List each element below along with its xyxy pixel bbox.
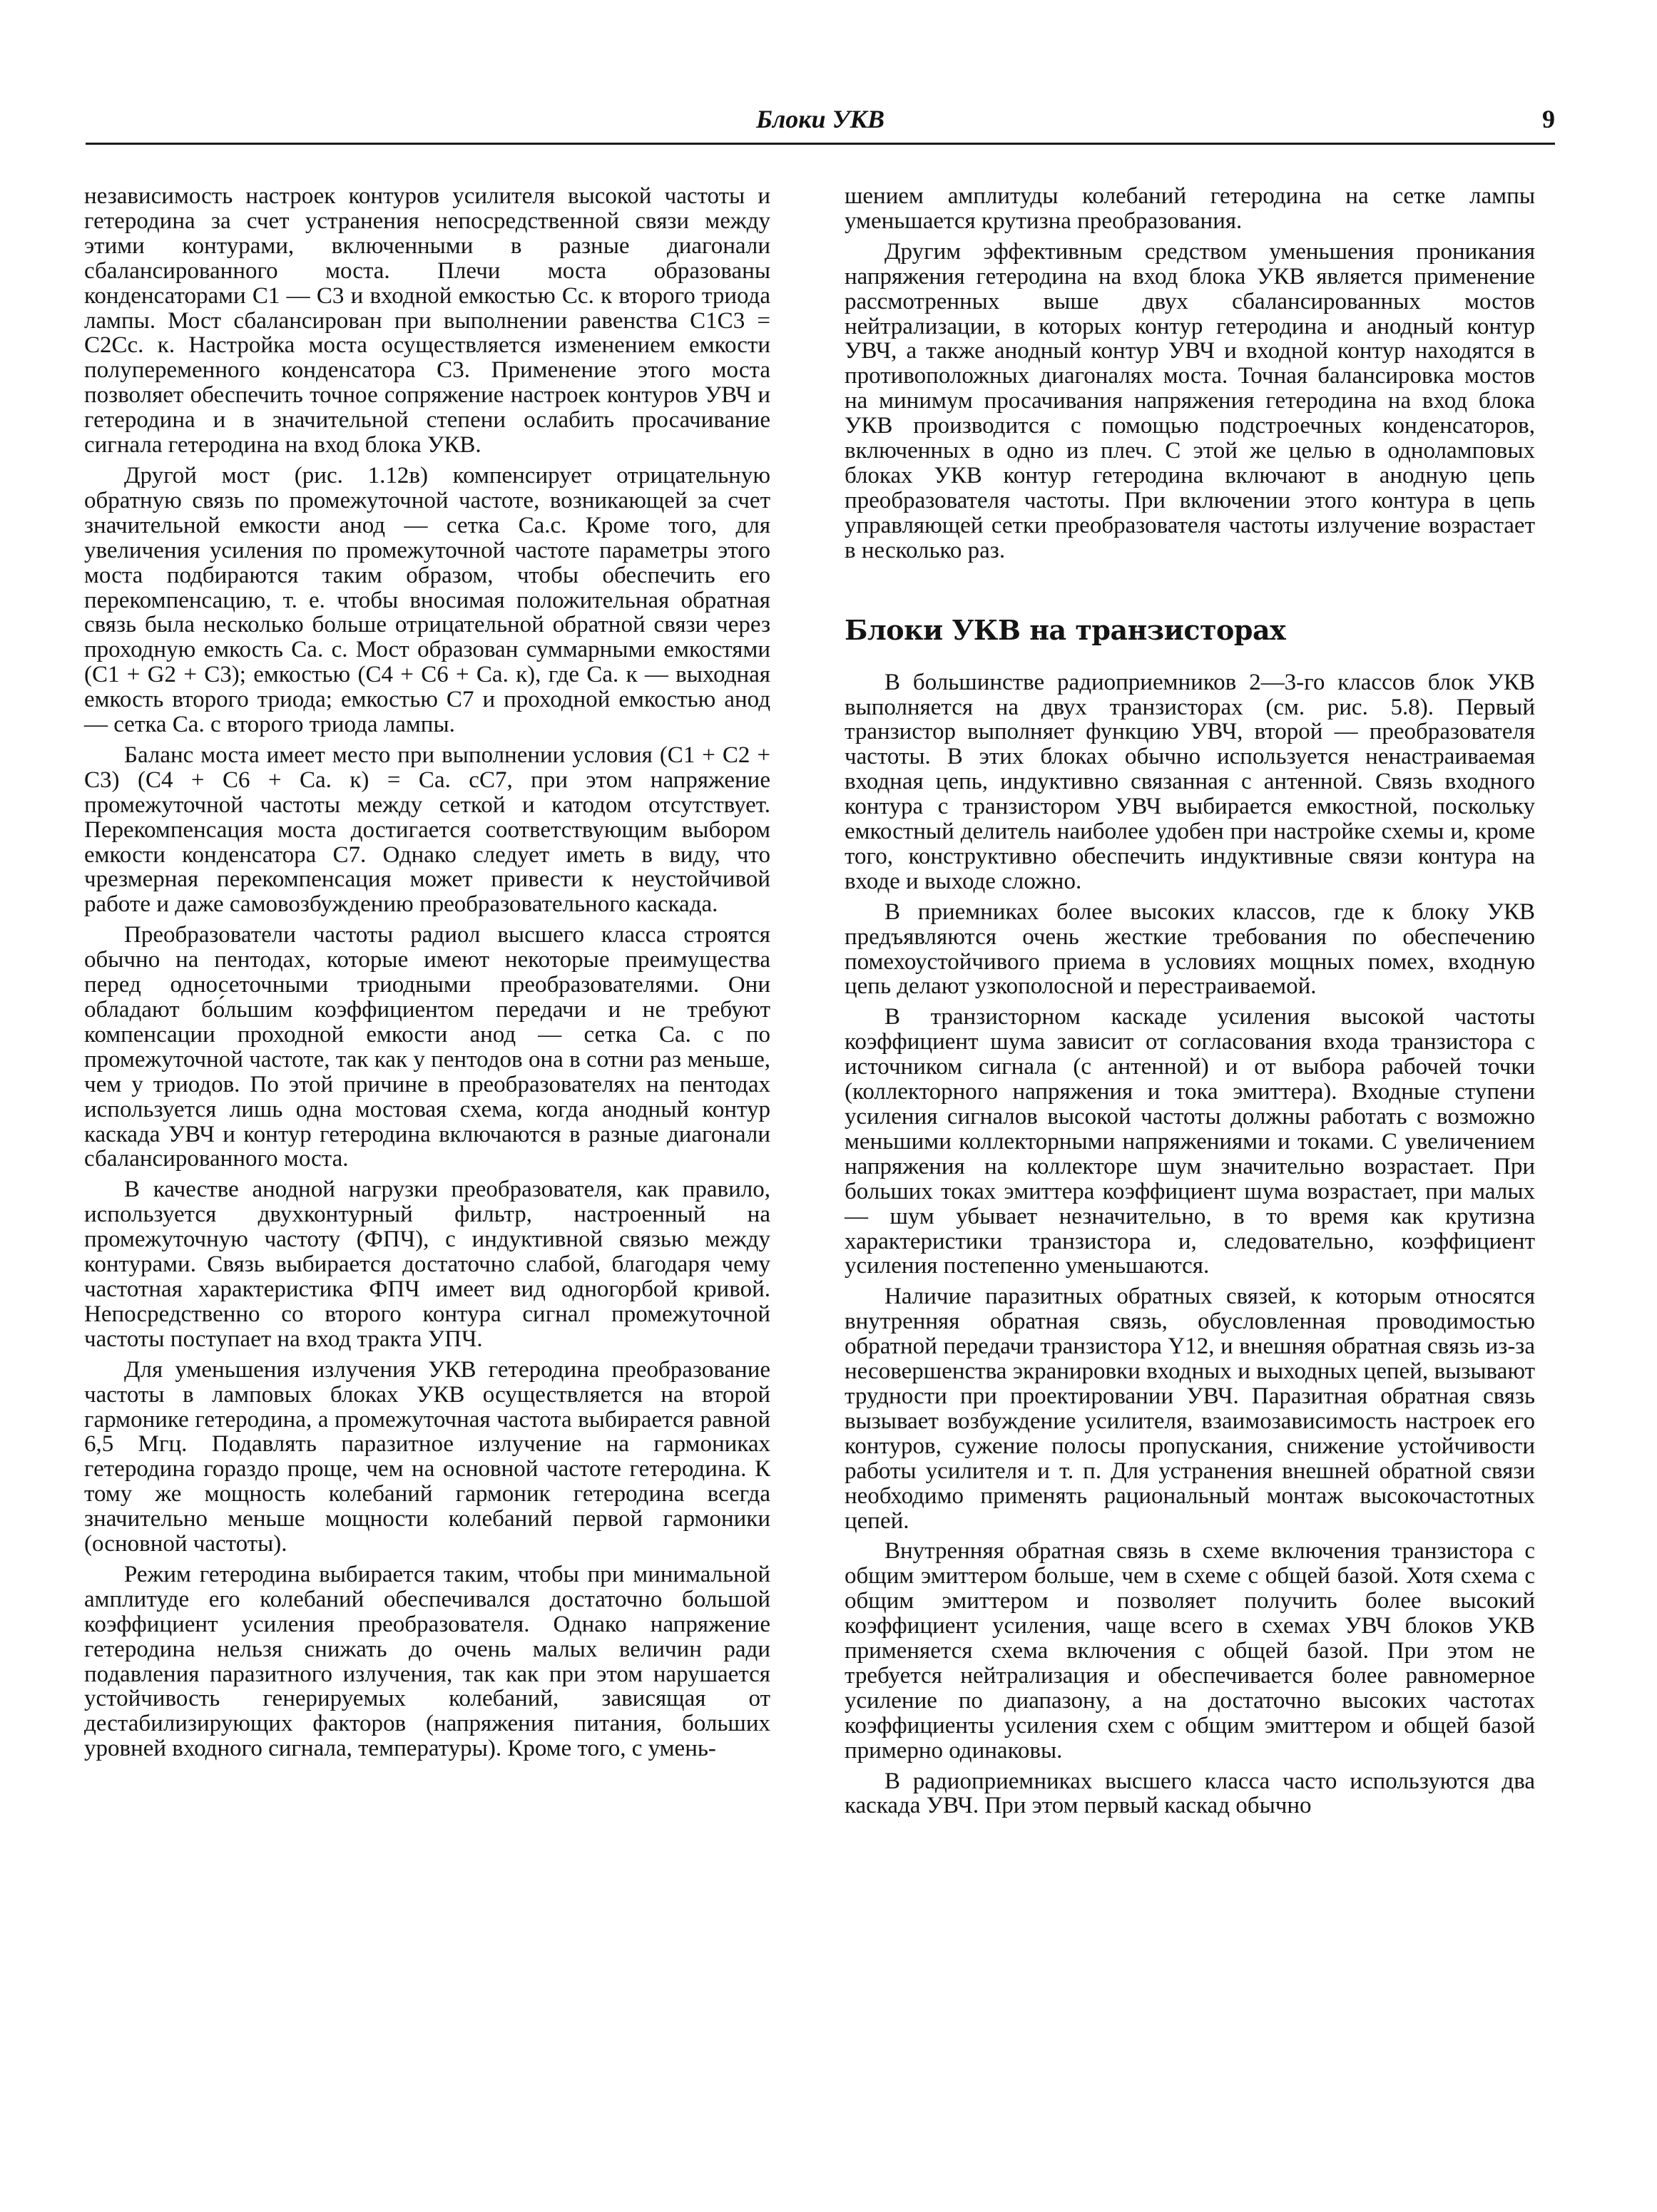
paragraph: Другой мост (рис. 1.12в) компенсирует отрицательную обратную связь по промежуточной частоте, возникающей за счет значительной емкости анод — сетка Cа.с. Кроме того, для увеличения усиления по промежуточной частоте параметры этого моста подбираются таким образом, чтобы обеспечить его перекомпенсацию, т. е. чтобы вносимая положительная обратная связь была несколько больше отрицательной обратной связи через проходную емкость Cа. с. Мост образован суммарными емкостями (C1 + G2 + C3); емкостью (C4 + C6 + Cа. к), где Cа. к — выходная емкость второго триода; емкостью C7 и проходной емкостью анод — сетка Cа. с второго триода лампы. [84,462,770,738]
page-header [86,100,1555,145]
paragraph: В качестве анодной нагрузки преобразователя, как правило, используется двухконтурный фильтр, настроенный на промежуточную частоту (ФПЧ), с индуктивной связью между контурами. Связь выбирается достаточно слабой, благодаря чему частотная характеристика ФПЧ имеет вид одногорбой кривой. Непосредственно со второго контура сигнал промежуточной частоты поступает на вход тракта УПЧ. [84,1177,770,1352]
section-heading: Блоки УКВ на транзисторах [845,613,1286,646]
paragraph: В большинстве радиоприемников 2—3-го классов блок УКВ выполняется на двух транзисторах (см. рис. 5.8). Первый транзистор выполняет функцию УВЧ, второй — преобразователя частоты. В этих блоках обычно используется ненастраиваемая входная цепь, индуктивно связанная с антенной. Связь входного контура с транзистором УВЧ выбирается емкостной, поскольку емкостный делитель наиболее удобен при настройке схемы и, кроме того, конструктивно обеспечить индуктивные связи контура на входе и выходе сложно. [845,669,1535,894]
paragraph: Наличие паразитных обратных связей, к которым относятся внутренняя обратная связь, обусловленная проводимостью обратной передачи транзистора Y12, и внешняя обратная связь из-за несовершенства экранировки входных и выходных цепей, вызывают трудности при проектировании УВЧ. Паразитная обратная связь вызывает возбуждение усилителя, взаимозависимость настроек его контуров, сужение полосы пропускания, снижение устойчивости работы усилителя и т. п. Для устранения внешней обратной связи необходимо применять рациональный монтаж высокочастотных цепей. [845,1284,1535,1534]
paragraph: В транзисторном каскаде усиления высокой частоты коэффициент шума зависит от согласования входа транзистора с источником сигнала (с антенной) и от выбора рабочей точки (коллекторного напряжения и тока эмиттера). Входные ступени усиления сигналов высокой частоты должны работать с возможно меньшими коллекторными напряжениями и токами. С увеличением напряжения на коллекторе шум значительно возрастает. При больших токах эмиттера коэффициент шума возрастает, при малых — шум убывает незначительно, в то время как крутизна характеристики транзистора и, следовательно, коэффициент усиления постепенно уменьшаются. [845,1004,1535,1279]
paragraph: независимость настроек контуров усилителя высокой частоты и гетеродина за счет устранения непосредственной связи между этими контурами, включенными в разные диагонали сбалансированного моста. Плечи моста образованы конденсаторами C1 — C3 и входной емкостью Cс. к второго триода лампы. Мост сбалансирован при выполнении равенства C1C3 = C2Cс. к. Настройка моста осуществляется изменением емкости полупеременного конденсатора C3. Применение этого моста позволяет обеспечить точное сопряжение настроек контуров УВЧ и гетеродина и в значительной степени ослабить просачивание сигнала гетеродина на вход блока УКВ. [84,183,770,459]
paragraph: В приемниках более высоких классов, где к блоку УКВ предъявляются очень жесткие требования по обеспечению помехоустойчивого приема в условиях мощных помех, входную цепь делают узкополосной и перестраиваемой. [845,898,1535,1000]
left-column [84,184,770,1767]
paragraph: Режим гетеродина выбирается таким, чтобы при минимальной амплитуде его колебаний обеспечивался достаточно большой коэффициент усиления преобразователя. Однако напряжение гетеродина нельзя снижать до очень малых величин ради подавления паразитного излучения, так как при этом нарушается устойчивость генерируемых колебаний, зависящая от дестабилизирующих факторов (напряжения питания, больших уровней входного сигнала, температуры). Кроме того, с умень- [84,1561,770,1762]
paragraph: Преобразователи частоты радиол высшего класса строятся обычно на пентодах, которые имеют некоторые преимущества перед односеточными триодными преобразователями. Они обладают бо́льшим коэффициентом передачи и не требуют компенсации проходной емкости анод — сетка Cа. с по промежуточной частоте, так как у пентодов она в сотни раз меньше, чем у триодов. По этой причине в преобразователях на пентодах используется лишь одна мостовая схема, когда анодный контур каскада УВЧ и контур гетеродина включаются в разные диагонали сбалансированного моста. [84,922,770,1172]
paragraph: Другим эффективным средством уменьшения проникания напряжения гетеродина на вход блока УКВ является применение рассмотренных выше двух сбалансированных мостов нейтрализации, в которых контур гетеродина и анодный контур УВЧ, а также анодный контур УВЧ и входной контур находятся в противоположных диагоналях моста. Точная балансировка мостов на минимум просачивания напряжения гетеродина на вход блока УКВ производится с помощью подстроечных конденсаторов, включенных в одно из плеч. С этой же целью в одноламповых блоках УКВ контур гетеродина включают в анодную цепь преобразователя частоты. При включении этого контура в цепь управляющей сетки преобразователя частоты излучение возрастает в несколько раз. [845,238,1535,563]
right-column [845,184,1535,1824]
paragraph: В радиоприемниках высшего класса часто используются два каскада УВЧ. При этом первый каскад обычно [845,1768,1535,1819]
running-title: Блоки УКВ [755,105,885,133]
paragraph: Для уменьшения излучения УКВ гетеродина преобразование частоты в ламповых блоках УКВ осуществляется на второй гармонике гетеродина, а промежуточная частота выбирается равной 6,5 Мгц. Подавлять паразитное излучение на гармониках гетеродина гораздо проще, чем на основной частоте гетеродина. К тому же мощность колебаний гармоник гетеродина всегда значительно меньше мощности колебаний первой гармоники (основной частоты). [84,1356,770,1557]
paragraph: Внутренняя обратная связь в схеме включения транзистора с общим эмиттером больше, чем в схеме с общей базой. Хотя схема с общим эмиттером и позволяет получить более высокий коэффициент усиления, чаще всего в схемах УВЧ блоков УКВ применяется схема включения с общей базой. При этом не требуется нейтрализация и обеспечивается более равномерное усиление по диапазону, а на достаточно высоких частотах коэффициенты усиления схем с общим эмиттером и общей базой примерно одинаковы. [845,1538,1535,1763]
paragraph: шением амплитуды колебаний гетеродина на сетке лампы уменьшается крутизна преобразования. [845,183,1535,234]
page-number: 9 [1542,105,1555,133]
paragraph: Баланс моста имеет место при выполнении условия (C1 + C2 + C3) (C4 + C6 + Cа. к) = Cа. сC7, при этом напряжение промежуточной частоты между сеткой и катодом отсутствует. Перекомпенсация моста достигается соответствующим выбором емкости конденсатора C7. Однако следует иметь в виду, что чрезмерная перекомпенсация может привести к неустойчивой работе и даже самовозбуждению преобразовательного каскада. [84,742,770,918]
